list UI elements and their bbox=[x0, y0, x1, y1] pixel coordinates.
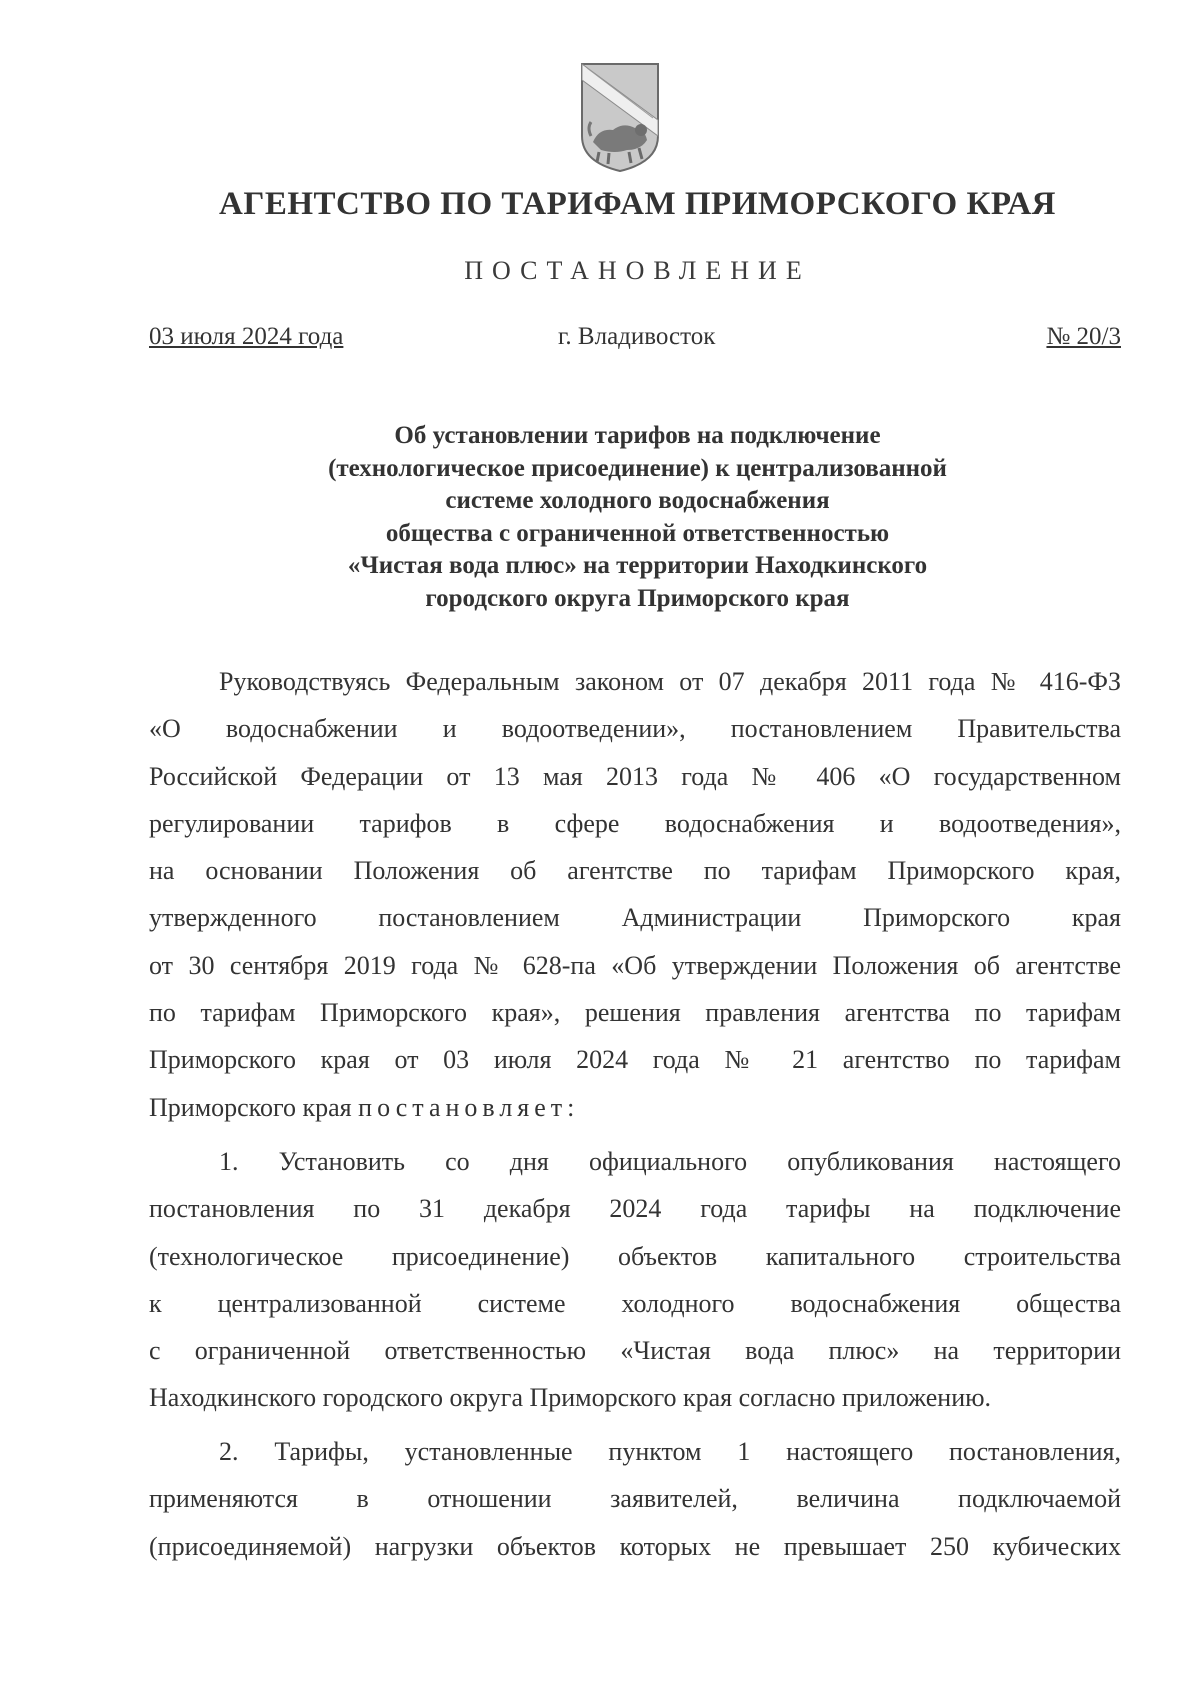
text-line: на основании Положения об агентстве по тарифам Приморского края, bbox=[149, 856, 1121, 886]
text-line: (технологическое присоединение) объектов капитального строительства bbox=[149, 1241, 1121, 1271]
text-line: Приморского края от 03 июля 2024 года № 21 агентство по тарифам bbox=[149, 1045, 1121, 1075]
document-type: ПОСТАНОВЛЕНИЕ bbox=[464, 256, 811, 285]
item-2-paragraph bbox=[149, 1428, 1121, 1570]
text-line: Находкинского городского округа Приморского края согласно приложению. bbox=[149, 1383, 992, 1413]
title-line: Об установлении тарифов на подключение bbox=[394, 422, 881, 449]
title-line: «Чистая вода плюс» на территории Находкинского bbox=[347, 552, 928, 579]
text-line: «О водоснабжении и водоотведении», постановлением Правительства bbox=[149, 714, 1121, 744]
text-line: Руководствуясь Федеральным законом от 07 декабря 2011 года № 416-ФЗ bbox=[219, 667, 1121, 696]
text-line: по тарифам Приморского края», решения правления агентства по тарифам bbox=[149, 998, 1121, 1028]
title-line: общества с ограниченной ответственностью bbox=[385, 519, 890, 547]
text-line: 2. Тарифы, установленные пунктом 1 настоящего постановления, bbox=[219, 1437, 1121, 1466]
text-line: от 30 сентября 2019 года № 628-па «Об утверждении Положения об агентстве bbox=[149, 950, 1121, 980]
text-fragment: Приморского края bbox=[149, 1092, 359, 1122]
coat-of-arms-icon bbox=[579, 58, 661, 174]
text-line: постановления по 31 декабря 2024 года тарифы на подключение bbox=[149, 1194, 1121, 1224]
document-city: г. Владивосток bbox=[558, 323, 716, 350]
document-title bbox=[200, 420, 1075, 615]
preamble-paragraph bbox=[149, 658, 1121, 1131]
text-line: регулировании тарифов в сфере водоснабжения и водоотведения», bbox=[149, 808, 1121, 838]
text-line: Российской Федерации от 13 мая 2013 года № 406 «О государственном bbox=[149, 761, 1121, 791]
resolves-word: постановляет: bbox=[358, 1092, 580, 1122]
agency-name: АГЕНТСТВО ПО ТАРИФАМ ПРИМОРСКОГО КРАЯ bbox=[219, 186, 1056, 222]
title-line: (технологическое присоединение) к централизованной bbox=[328, 454, 947, 482]
text-line: применяются в отношении заявителей, величина подключаемой bbox=[149, 1484, 1121, 1514]
title-line: городского округа Приморского края bbox=[425, 584, 850, 612]
text-line: утвержденного постановлением Администрации Приморского края bbox=[149, 903, 1121, 933]
text-line: с ограниченной ответственностью «Чистая вода плюс» на территории bbox=[149, 1336, 1121, 1366]
item-1-paragraph bbox=[149, 1138, 1121, 1422]
text-line bbox=[149, 1084, 1121, 1131]
document-date: 03 июля 2024 года bbox=[149, 323, 344, 350]
text-line: к централизованной системе холодного водоснабжения общества bbox=[149, 1288, 1121, 1318]
document-number: № 20/3 bbox=[1046, 323, 1121, 350]
title-line: системе холодного водоснабжения bbox=[445, 487, 830, 514]
text-line: 1. Установить со дня официального опубликования настоящего bbox=[219, 1147, 1121, 1176]
text-line: (присоединяемой) нагрузки объектов которых не превышает 250 кубических bbox=[149, 1531, 1121, 1561]
